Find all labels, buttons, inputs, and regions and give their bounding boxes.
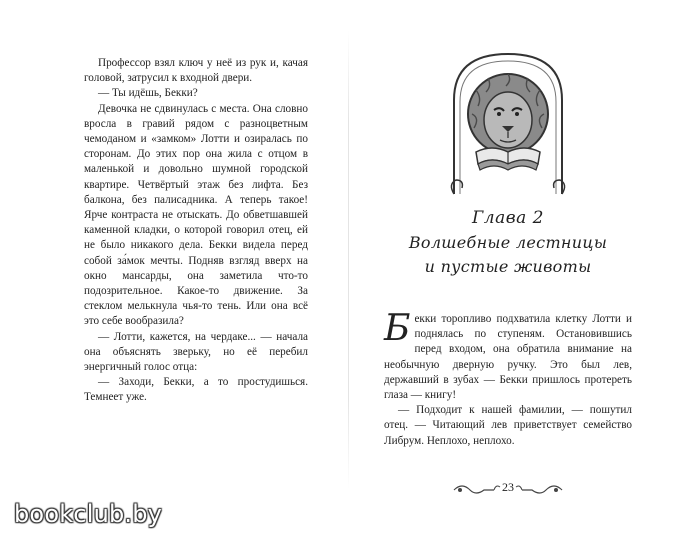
left-page-text	[84, 56, 308, 406]
right-page	[384, 0, 632, 543]
paragraph-text: екки торопливо подхватила клетку Лотти и поднялась по ступеням. Остановившись перед входом, она обратила внимание на необычную дверную ручку. Это был лев, державший в зубах — Бекки пришлось протереть глаза — книгу!	[384, 313, 632, 402]
paragraph	[384, 308, 632, 403]
paragraph: Девочка не сдвинулась с места. Она словно вросла в гравий рядом с разноцветным чемоданом и «замком» Лотти и озиралась по сторонам. До этих пор она жила с отцом в маленькой и довольно шумной городской квартире. Четвёртый этаж без лифта. Без балкона, без палисадника. А теперь такое! Ярче контраста не отыскать. До обветшавшей каменной кладки, о которой говорил отец, ей не было никакого дела. Бекки видела перед собой за́мок мечты. Подняв взгляд вверх на окно мансарды, она заметила что-то подозрительное. Какое-то движение. За стеклом мелькнула чья-то тень. Или она всё это себе вообразила?	[84, 102, 308, 328]
page-number: 23	[502, 480, 514, 494]
lion-head-emblem-icon	[446, 48, 570, 198]
page-gutter	[348, 30, 349, 490]
paragraph: — Ты идёшь, Бекки?	[98, 87, 198, 100]
paragraph: — Лотти, кажется, на чердаке... — начала она объяснять зверьку, но её перебил энергичный голос отца:	[84, 330, 308, 374]
paragraph: — Подходит к нашей фамилии, — пошутил отец. — Читающий лев приветствует семейство Либрум. Неплохо, неплохо.	[384, 404, 632, 447]
chapter-title-line: и пустые животы	[424, 257, 592, 276]
chapter-label: Глава 2	[472, 208, 544, 228]
paragraph: Профессор взял ключ у неё из рук и, качая головой, затрусил к входной двери.	[84, 57, 308, 85]
right-page-text	[384, 308, 632, 449]
drop-cap: Б	[384, 308, 411, 349]
site-watermark: bookclub.by	[14, 500, 163, 528]
chapter-title-line: Волшебные лестницы	[408, 233, 608, 252]
paragraph: — Заходи, Бекки, а то простудишься. Темнеет уже.	[84, 376, 308, 404]
chapter-heading	[384, 206, 632, 279]
